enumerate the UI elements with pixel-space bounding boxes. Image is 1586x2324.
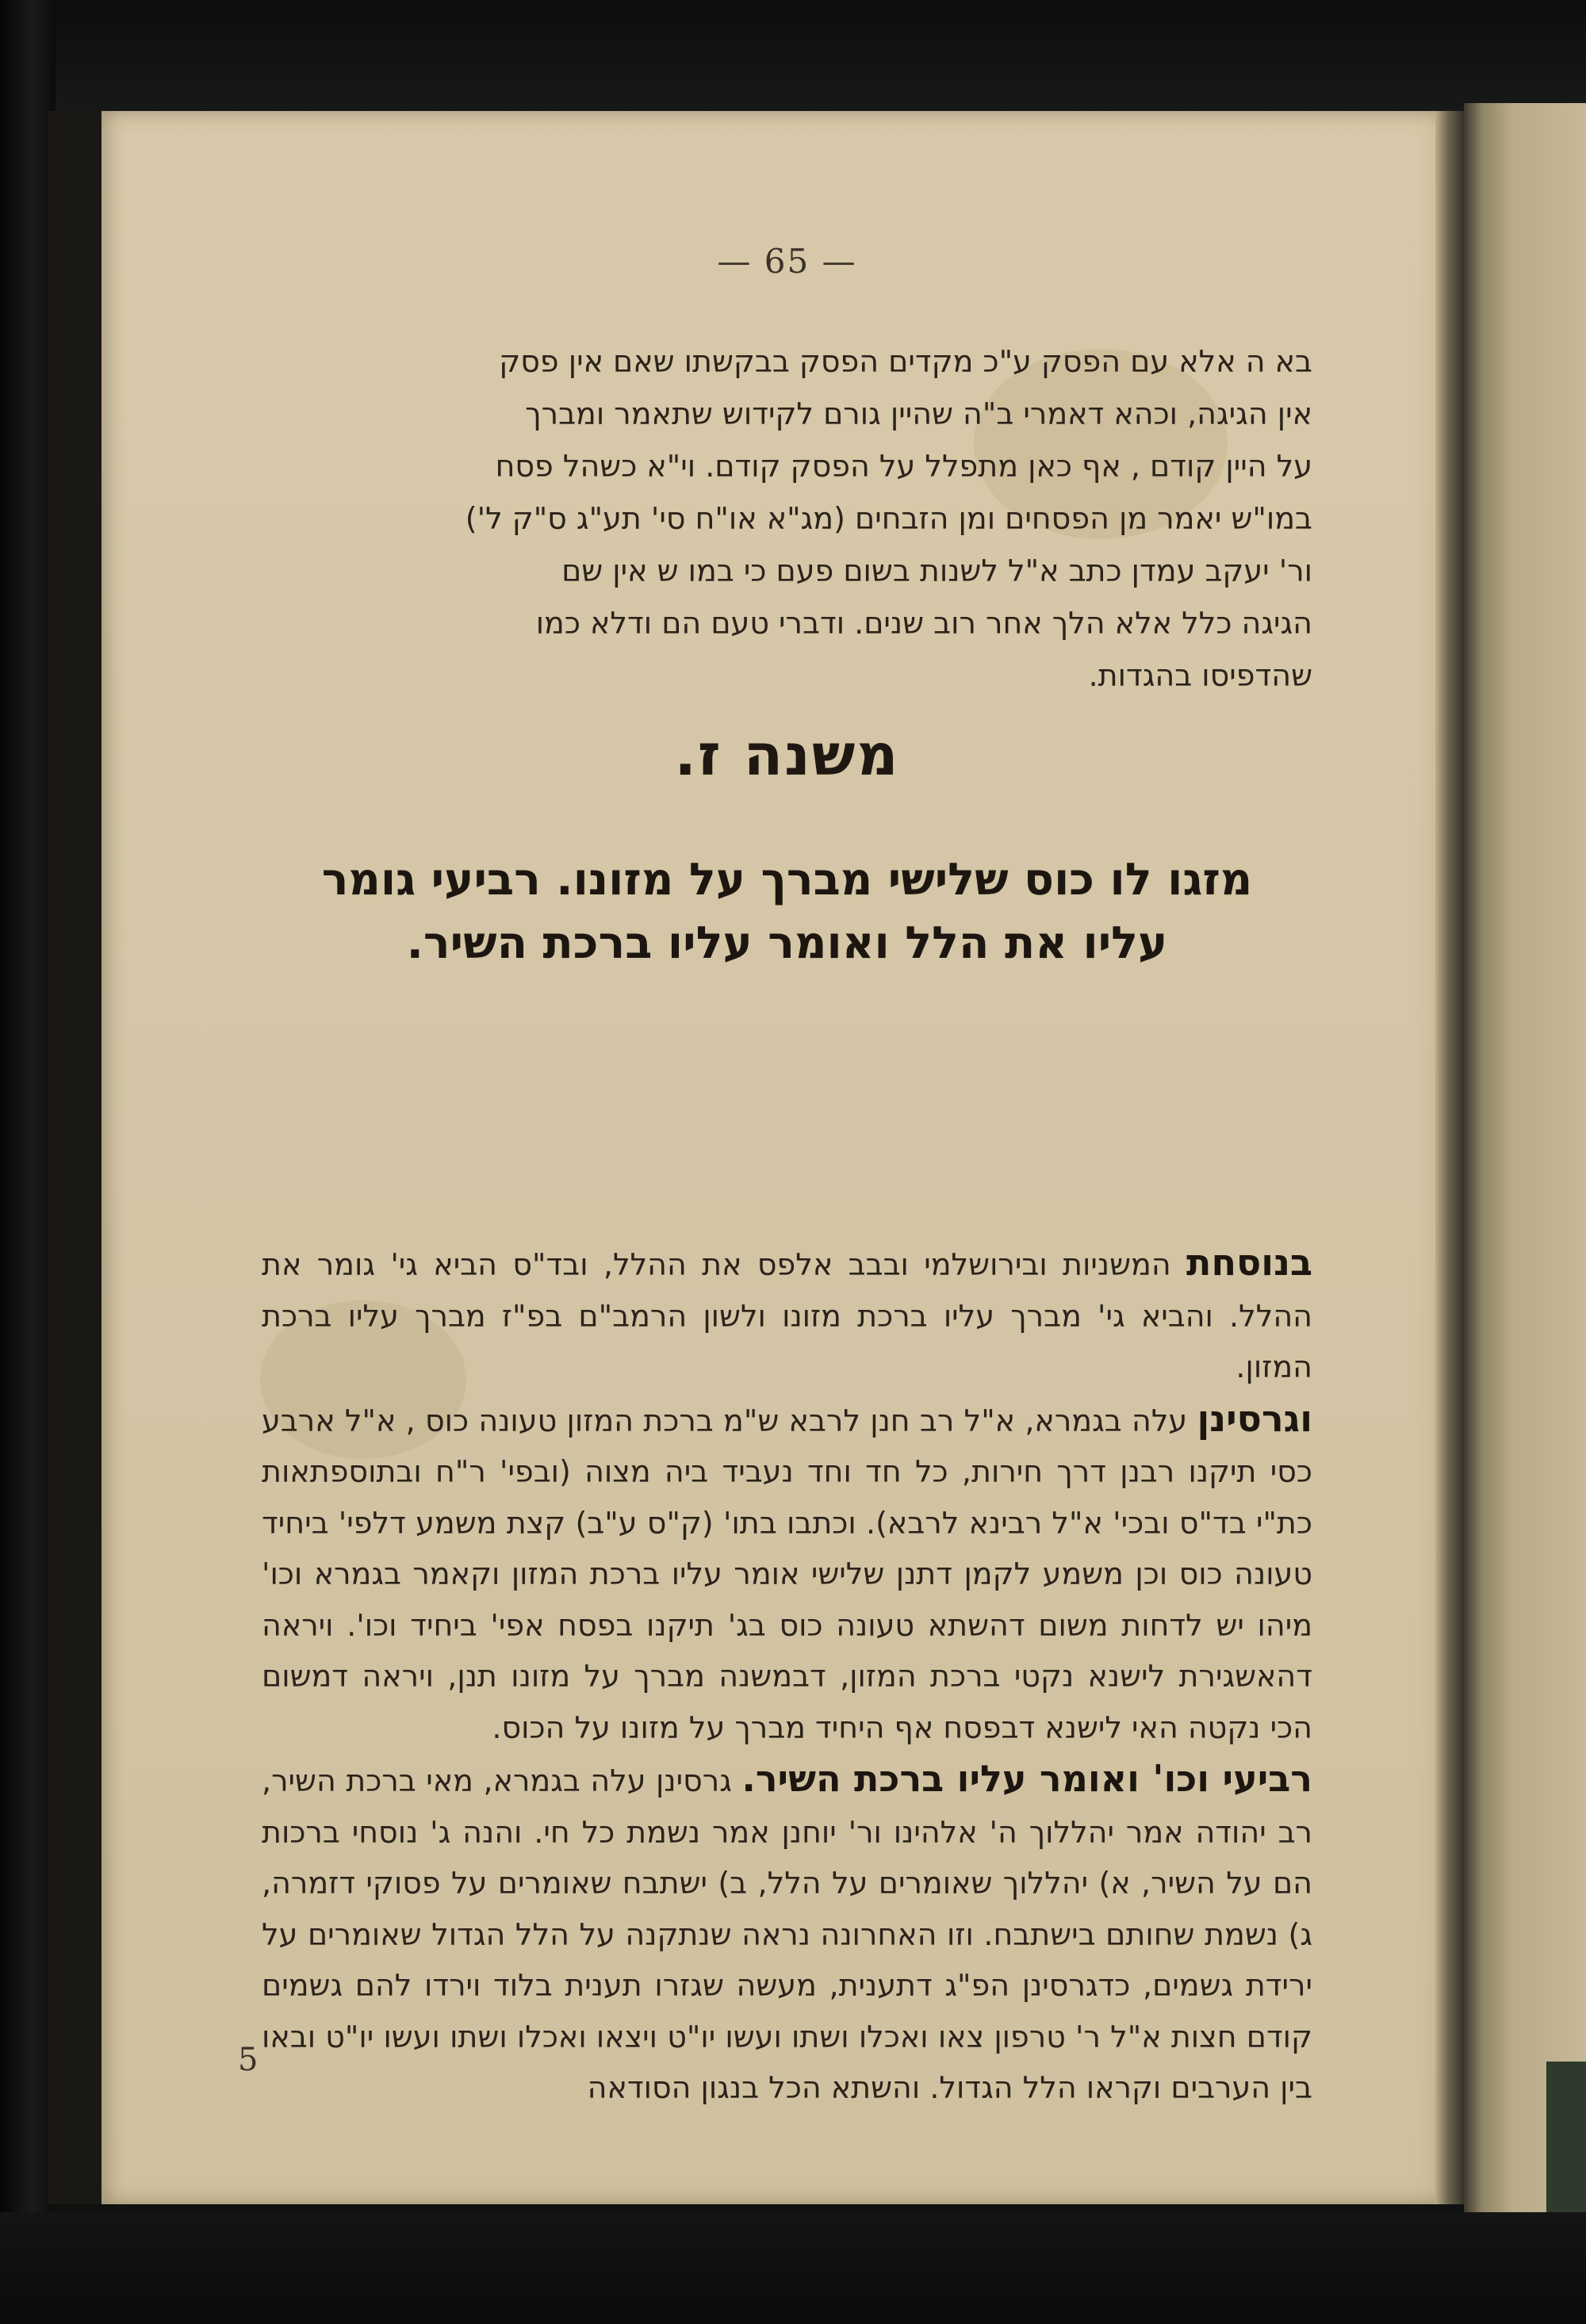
paragraph-text: גרסינן עלה בגמרא, מאי ברכת השיר, רב יהודה אמר יהללוך ה' אלהינו ור' יוחנן אמר נשמת כל חי. והנה ג' נוסחי ברכות הם על השיר, א) יהללוך שאומרים על הלל, ב) ישתבח שאומרים על פסוקי דזמרה, ג) נשמת שחותם בישתבח. וזו האחרונה נראה שנתקנה על הלל הגדול שאומרים על ירידת גשמים, כדגרסינן הפ"ג דתענית, מעשה שגזרו תענית בלוד וירדו להם גשמים קודם חצות א"ל ר' טרפון צאו ואכלו ושתו ועשו יו"ט ויצאו ואכלו ושתו ועשו יו"ט ובאו בין הערבים וקראו הלל הגדול. והשתא הכל בנגון הסודאה: [262, 1763, 1312, 2105]
mishna-text: [262, 848, 1312, 975]
paragraph-text: עלה בגמרא, א"ל רב חנן לרבא ש"מ ברכת המזון טעונה כוס , א"ל ארבע כסי תיקנו רבנן דרך חירות, כל חד וחד נעביד ביה מצוה (ובפי' ר"ח ובתוספתאות כת"י בד"ס ובכי' א"ל רבינא לרבא). וכתבו בתו' (ק"ס ע"ב) קצת משמע דלפי' ביחיד טעונה כוס וכן משמע לקמן דתנן שלישי אומר עליו ברכת המזון וקאמר בגמרא וכו' מיהו יש לדחות משום דהשתא טעונה כוס בג' תיקנו בפסח אפי' ביחיד וכו'. ויראה דהאשגירת לישנא נקטי ברכת המזון, דבמשנה מברך על מזונו תנן, ויראה דמשום הכי נקטה האי לישנא דבפסח אף היחיד מברך על מזונו על הכוס.: [262, 1403, 1312, 1745]
commentary-paragraph: [262, 1753, 1312, 2114]
book-cover-top: [0, 0, 1586, 111]
page-number: — 65 —: [717, 242, 857, 281]
mishna-line: מזגו לו כוס שלישי מברך על מזונו. רביעי גומר: [321, 854, 1253, 905]
paragraph-text: המשניות ובירושלמי ובבב אלפס את ההלל, ובד"ס הביא גי' גומר את ההלל. והביא גי' מברך עליו ברכת מזונו ולשון הרמב"ם בפ"ז מברך עליו ברכת המזון.: [262, 1247, 1312, 1384]
book-cover-bottom: [0, 2212, 1586, 2324]
commentary-line: במו"ש יאמר מן הפסחים ומן הזבחים (מג"א או"ח סי' תע"ג ס"ק ל'): [465, 501, 1312, 536]
facing-page-corner: [1546, 2062, 1586, 2220]
paragraph-lead: בנוסחת: [1186, 1241, 1312, 1284]
commentary-paragraph: [262, 1237, 1312, 1393]
page-content: [262, 242, 1312, 2113]
book-gutter: [1435, 111, 1467, 2204]
mishna-heading: משנה ז.: [674, 722, 900, 788]
commentary-line: בא ה אלא עם הפסק ע"כ מקדים הפסק בבקשתו שאם אין פסק: [499, 344, 1312, 379]
facing-page-edge: [1464, 103, 1586, 2212]
commentary-line: אין הגיגה, וכהא דאמרי ב"ה שהיין גורם לקידוש שתאמר ומברך: [525, 396, 1312, 431]
commentary-line: ור' יעקב עמדן כתב א"ל לשנות בשום פעם כי במו ש אין שם: [561, 553, 1312, 588]
signature-mark: 5: [238, 2042, 259, 2078]
commentary-line: על היין קודם , אף כאן מתפלל על הפסק קודם. וי"א כשהל פסח: [495, 449, 1312, 484]
paragraph-lead: רביעי וכו' ואומר עליו ברכת השיר.: [741, 1757, 1312, 1800]
paragraph-lead: וגרסינן: [1197, 1396, 1312, 1440]
commentary-line: הגיגה כלל אלא הלך אחר רוב שנים. ודברי טעם הם ודלא כמו: [535, 606, 1312, 641]
commentary-line: שהדפיסו בהגדות.: [1088, 658, 1312, 693]
commentary-bottom: [262, 1237, 1312, 2114]
commentary-top: [262, 335, 1312, 702]
commentary-paragraph: [262, 1393, 1312, 1754]
mishna-line: עליו את הלל ואומר עליו ברכת השיר.: [406, 917, 1168, 969]
